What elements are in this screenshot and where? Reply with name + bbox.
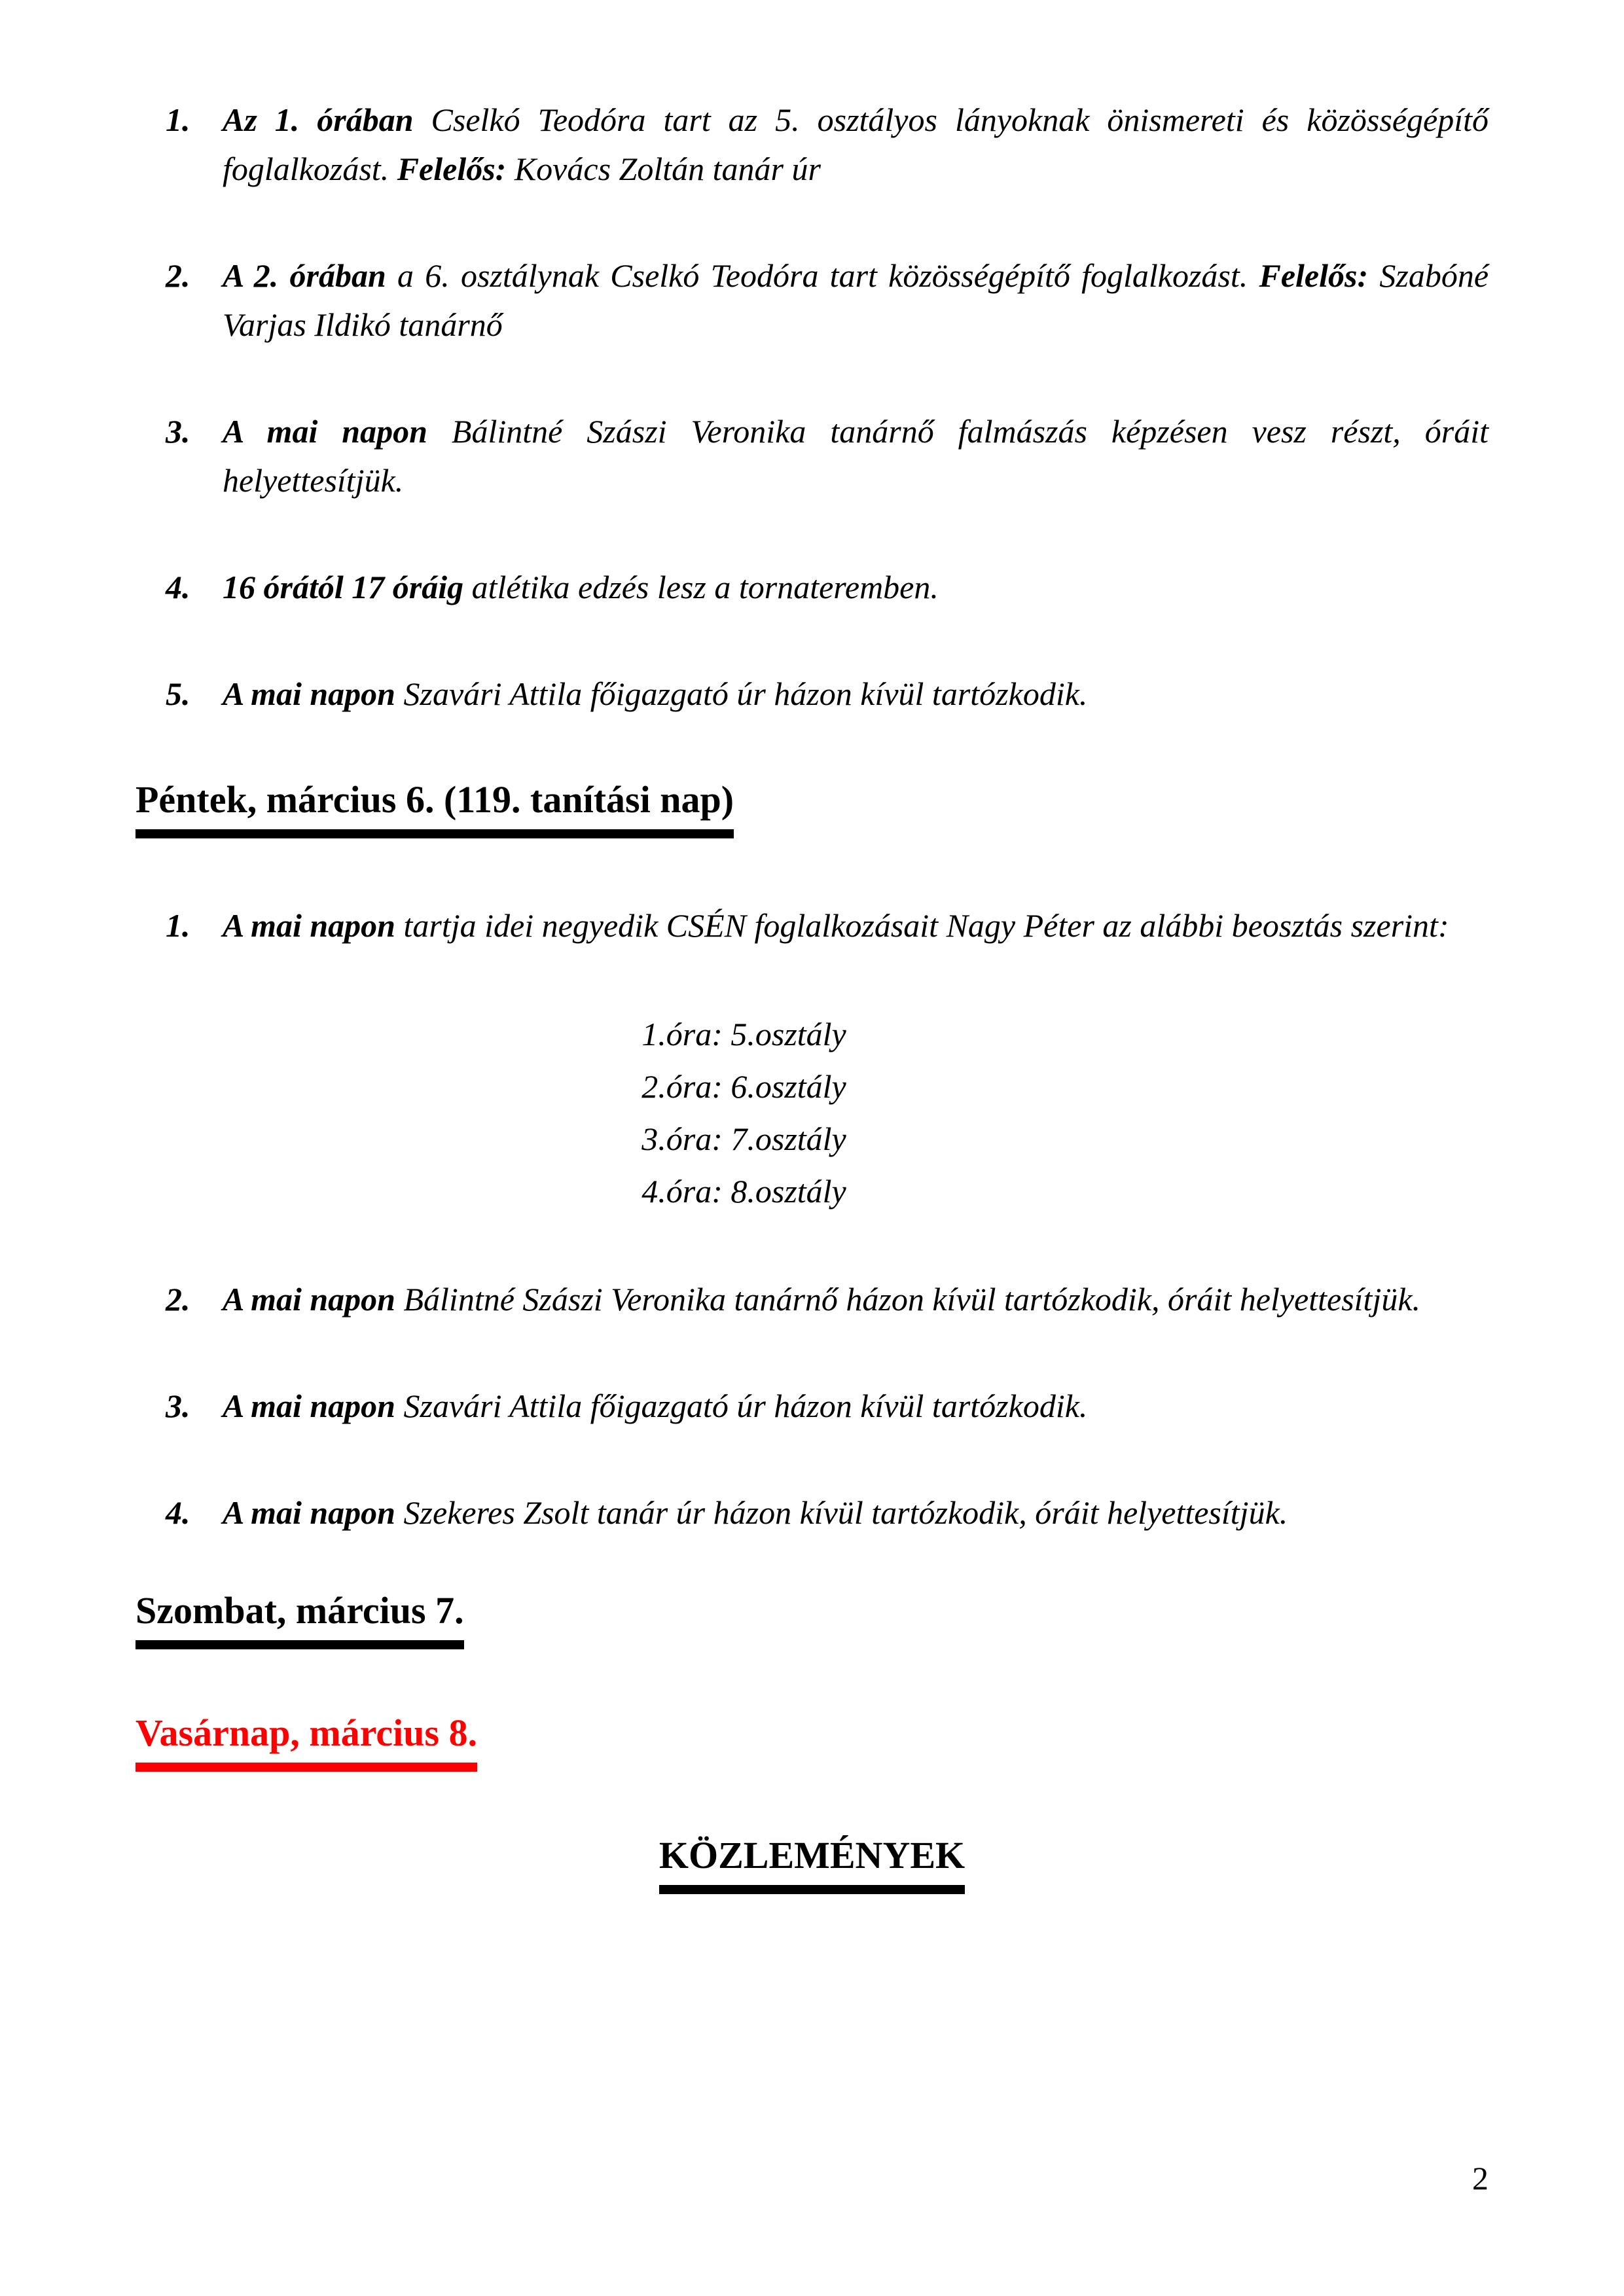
list-item-number: 3. xyxy=(166,1388,190,1424)
monday-list xyxy=(135,96,1489,719)
list-item xyxy=(135,251,1489,350)
saturday-heading-text: Szombat, március 7. xyxy=(135,1587,464,1649)
document-content xyxy=(135,96,1489,1894)
list-item xyxy=(135,1275,1489,1324)
list-item xyxy=(135,1382,1489,1431)
list-item xyxy=(135,407,1489,505)
page-number: 2 xyxy=(1472,2160,1489,2197)
list-item-number: 1. xyxy=(166,101,190,138)
list-item-number: 4. xyxy=(166,569,190,605)
list-item-number: 2. xyxy=(166,257,190,294)
list-item-resp-label: Felelős: xyxy=(1259,257,1369,294)
friday-heading-text: Péntek, március 6. (119. tanítási nap) xyxy=(135,776,734,838)
sunday-heading xyxy=(135,1710,1489,1772)
list-item-number: 2. xyxy=(166,1281,190,1318)
list-item xyxy=(135,1488,1489,1537)
list-item-resp-body: Szabóné Varjas Ildikó tanárnő xyxy=(223,257,1489,343)
list-item-body: tartja idei negyedik CSÉN foglalkozásait Nagy Péter az alábbi beosztás szerint: xyxy=(395,907,1449,944)
list-item-body: Bálintné Szászi Veronika tanárnő falmászás képzésen vesz részt, óráit helyettesítjük. xyxy=(223,413,1489,499)
announcements-heading xyxy=(135,1832,1489,1894)
schedule-line: 1.óra: 5.osztály xyxy=(641,1016,846,1052)
list-item-body: Szavári Attila főigazgató úr házon kívül tartózkodik. xyxy=(395,675,1088,712)
list-item-resp-label: Felelős: xyxy=(397,151,507,187)
schedule-line: 4.óra: 8.osztály xyxy=(641,1173,846,1210)
list-item xyxy=(135,96,1489,194)
schedule-line: 2.óra: 6.osztály xyxy=(641,1068,846,1105)
list-item xyxy=(135,563,1489,612)
list-item-number: 4. xyxy=(166,1494,190,1531)
schedule-line: 3.óra: 7.osztály xyxy=(641,1121,846,1157)
list-item-lead: A mai napon xyxy=(223,907,395,944)
list-item-lead: 16 órától 17 óráig xyxy=(223,569,464,605)
list-item-body: Szekeres Zsolt tanár úr házon kívül tartózkodik, óráit helyettesítjük. xyxy=(395,1494,1288,1531)
list-item-lead: A mai napon xyxy=(223,1494,395,1531)
list-item-body: atlétika edzés lesz a tornateremben. xyxy=(463,569,939,605)
list-item-resp-body: Kovács Zoltán tanár úr xyxy=(506,151,821,187)
list-item-number: 5. xyxy=(166,675,190,712)
list-item-body: Bálintné Szászi Veronika tanárnő házon kívül tartózkodik, óráit helyettesítjük. xyxy=(395,1281,1421,1318)
list-item-lead: Az 1. órában xyxy=(223,101,414,138)
list-item-lead: A mai napon xyxy=(223,413,427,450)
list-item-body: Cselkó Teodóra tart az 5. osztályos lányoknak önismereti és közösségépítő foglalkozást. xyxy=(223,101,1489,187)
list-item xyxy=(135,670,1489,719)
list-item xyxy=(135,901,1489,950)
list-item-lead: A 2. órában xyxy=(223,257,386,294)
list-item-lead: A mai napon xyxy=(223,1281,395,1318)
announcements-heading-text: KÖZLEMÉNYEK xyxy=(659,1832,965,1894)
saturday-heading xyxy=(135,1587,1489,1649)
list-item-number: 3. xyxy=(166,413,190,450)
list-item-body: a 6. osztálynak Cselkó Teodóra tart közösségépítő foglalkozást. xyxy=(386,257,1259,294)
friday-heading xyxy=(135,776,1489,838)
list-item-lead: A mai napon xyxy=(223,1388,395,1424)
list-item-number: 1. xyxy=(166,907,190,944)
friday-list xyxy=(135,901,1489,1537)
csen-schedule xyxy=(135,1008,1489,1217)
list-item-body: Szavári Attila főigazgató úr házon kívül tartózkodik. xyxy=(395,1388,1088,1424)
list-item-lead: A mai napon xyxy=(223,675,395,712)
sunday-heading-text: Vasárnap, március 8. xyxy=(135,1710,477,1772)
